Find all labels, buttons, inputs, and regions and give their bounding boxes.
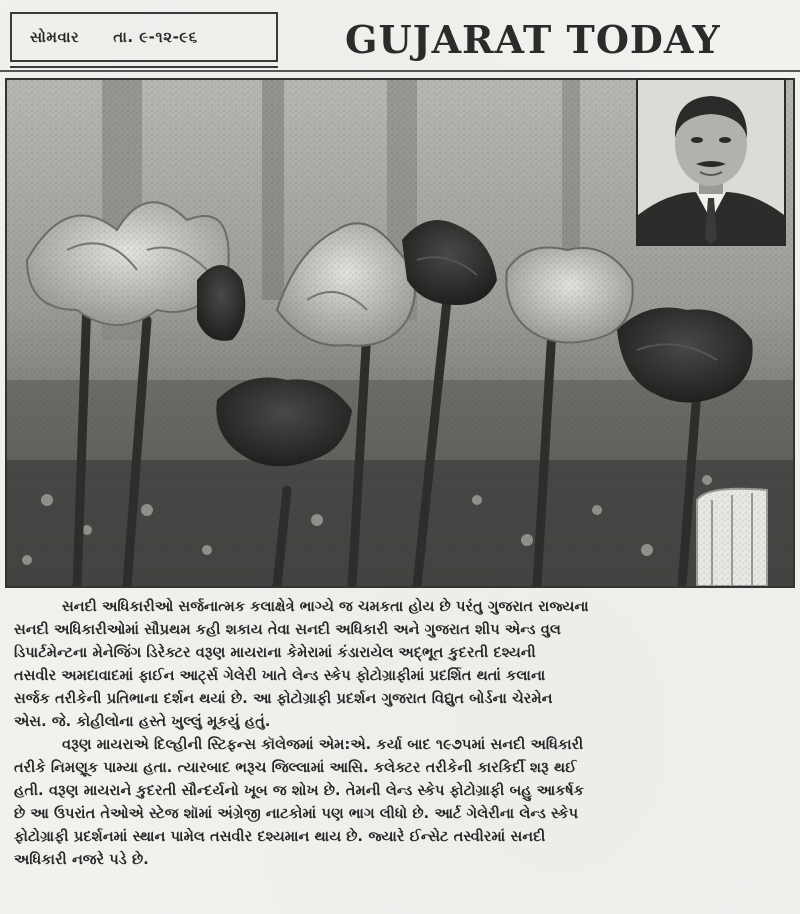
article-line: તરીકે નિમણૂક પામ્યા હતા. ત્યારબાદ ભરૂચ જિલ્લામાં આસિ. કલેક્ટર તરીકેની કારકિર્દી શરૂ થઈ	[14, 760, 577, 776]
masthead: GUJARAT TODAY	[345, 17, 721, 62]
article-line: ડિપાર્ટમેન્ટના મેનેજિંગ ડિરેક્ટર વરૂણ માયરાના કેમેરામાં કંડારાયેલ અદ્‌ભૂત કુદરતી દશ્યની	[14, 645, 536, 661]
portrait-image	[638, 80, 784, 244]
article-line: અધિકારી નજરે પડે છે.	[14, 852, 149, 868]
article-line: ફોટોગ્રાફી પ્રદર્શનમાં સ્થાન પામેલ તસવીર દશ્યમાન થાય છે. જ્યારે ઈન્સેટ તસ્વીરમાં સનદી	[14, 829, 546, 845]
article-line: સનદી અધિકારીઓમાં સૌપ્રથમ કહી શકાય તેવા સનદી અધિકારી અને ગુજરાત શીપ એન્ડ વુલ	[14, 622, 561, 638]
top-rule	[0, 70, 800, 72]
article-body	[0, 593, 800, 914]
article-line: વરૂણ માયરાએ દિલ્હીની સ્ટિફન્સ કૉલેજમાં એમ:એ. કર્યા બાદ ૧૯૭૫માં સનદી અધિકારી	[62, 737, 584, 753]
article-line: સર્જક તરીકેની પ્રતિભાના દર્શન થયાં છે. આ ફોટોગ્રાફી પ્રદર્શન ગુજરાત વિદ્યુત બોર્ડના ચેરમેન	[14, 691, 553, 707]
date-box	[10, 12, 278, 62]
portrait-inset	[636, 78, 786, 246]
date-label: તા. ૯-૧૨-૯૬	[113, 28, 198, 46]
article-line: છે આ ઉપરાંત તેઓએ સ્ટેજ શૉમાં અંગ્રેજી નાટકોમાં પણ ભાગ લીધો છે. આર્ટ ગેલેરીના લેન્ડ સ્કેપ	[14, 806, 579, 822]
day-label: સોમવાર	[30, 28, 80, 46]
article-line: હતી. વરૂણ માયરાને કુદરતી સૌન્દર્યનો ખૂબ જ શોખ છે. તેમની લેન્ડ સ્કેપ ફોટોગ્રાફી બહુ આકર્ષક	[14, 783, 584, 799]
article-line: એસ. જે. કોહીલોના હસ્તે ખુલ્લું મૂકયું હતું.	[14, 714, 271, 730]
article-line: સનદી અધિકારીઓ સર્જનાત્મક કલાક્ષેત્રે ભાગ્યે જ ચમકતા હોય છે પરંતુ ગુજરાત રાજ્યના	[62, 599, 589, 615]
article-line: તસવીર અમદાવાદમાં ફાઈન આર્ટ્સ ગેલેરી ખાતે લેન્ડ સ્કેપ ફોટોગ્રાફીમાં પ્રદર્શિત થતાં કલાના	[14, 668, 546, 684]
